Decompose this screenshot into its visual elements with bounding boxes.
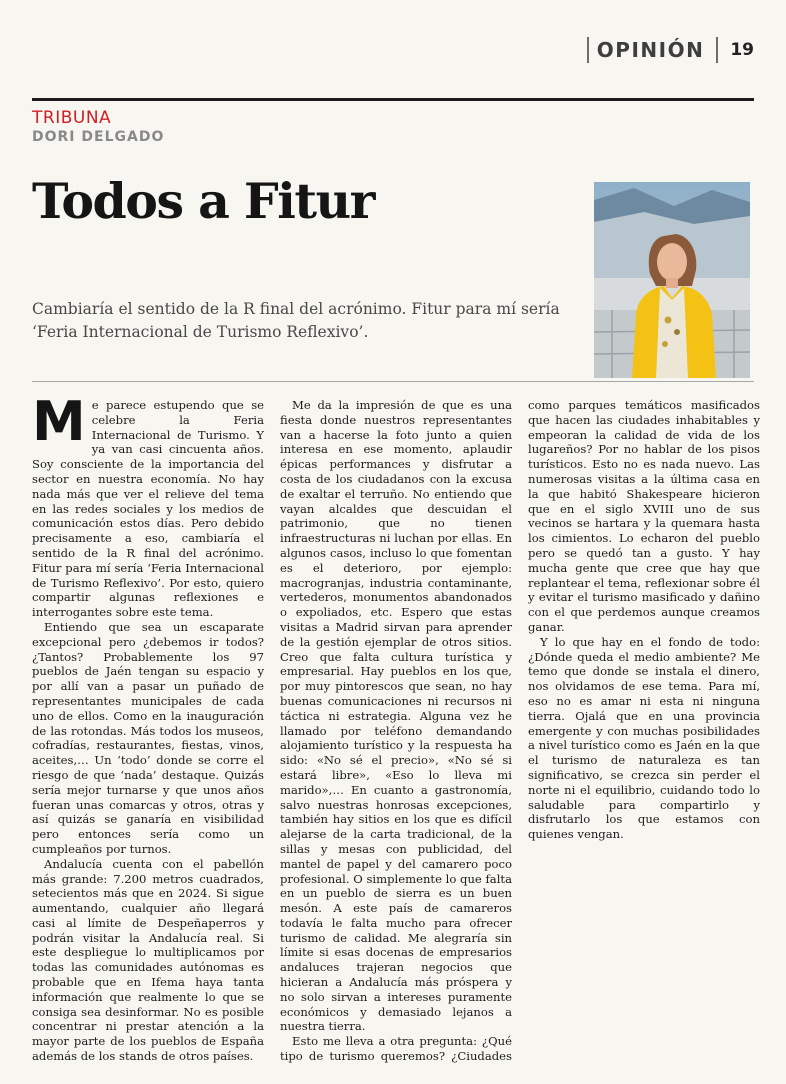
page-header xyxy=(587,34,754,66)
author-photo xyxy=(594,182,750,378)
header-bottom-rule xyxy=(32,381,754,382)
body-paragraph xyxy=(32,390,264,620)
article-body xyxy=(32,390,760,1070)
body-paragraph: Esto me lleva a otra pregunta: ¿Qué tipo de turismo queremos? ¿Ciudades como parques temáticos masificados que hacen las ciudades inhabitables y empeoran la calidad de vida de los lugareños? Por no hablar de los pisos turísticos. Esto no es nada nuevo. Las numerosas visitas a la última casa en la que habitó Shakespeare hicieron que en el siglo XVIII uno de sus vecinos se hartara y la quemara hasta los cimientos. Lo echaron del pueblo pero se quedó tan a gusto. Y hay mucha gente que cree que hay que replantear el tema, reflexionar sobre él y evitar el turismo masificado y dañino con el que perdemos aunque creamos ganar. xyxy=(280,398,760,1064)
drop-cap: M xyxy=(32,390,86,453)
top-rule xyxy=(32,98,754,101)
body-paragraph: Y lo que hay en el fondo de todo: ¿Dónde queda el medio ambiente? Me temo que donde se instala el dinero, nos olvidamos de ese tema. Para mí, eso no es amar ni esta ni ninguna tierra. Ojalá que en una provincia emergente y con muchas posibilidades a nivel turístico como es Jaén en la que el turismo de naturaleza es tan significativo, se crezca sin perder el norte ni el equilibrio, cuidando todo lo saludable para compartirlo y disfrutarlo los que estamos con quienes vengan. xyxy=(528,634,760,842)
lead-paragraph: Cambiaría el sentido de la R final del acrónimo. Fitur para mí sería ‘Feria Internacional de Turismo Reflexivo’. xyxy=(32,300,560,341)
kicker: TRIBUNA xyxy=(32,108,112,128)
section-name: OPINIÓN xyxy=(596,38,705,62)
body-paragraph: Entiendo que sea un escaparate excepcional pero ¿debemos ir todos? ¿Tantos? Probablemente los 97 pueblos de Jaén tengan su espacio y por allí van a pasar un puñado de representantes municipales de cada uno de ellos. Como en la inauguración de las rotondas. Más todos los museos, cofradías, restaurantes, fiestas, vinos, aceites,… Un ‘todo’ donde se corre el riesgo de que ‘nada’ destaque. Quizás sería mejor turnarse y que unos años fueran unas comarcas y otros, otras y así quizás se ganaría en visibilidad pero entonces sería como un cumpleaños por turnos. xyxy=(32,619,264,856)
body-paragraph-text: e parece estupendo que se celebre la Feria Internacional de Turismo. Y ya van casi cincuenta años. Soy consciente de la importancia del sector en nuestra economía. No hay nada más que ver el relieve del tema en las redes sociales y los medios de comunicación estos días. Pero debido precisamente a eso, cambiaría el sentido de la R final del acrónimo. Fitur para mí sería ‘Feria Internacional de Turismo Reflexivo’. Por esto, quiero compartir algunas reflexiones e interrogantes sobre este tema. xyxy=(32,398,264,620)
body-paragraph: Andalucía cuenta con el pabellón más grande: 7.200 metros cuadrados, setecientos más que en 2024. Si sigue aumentando, cualquier año llegará casi al límite de Despeñaperros y podrán visitar la Andalucía real. Si este despliegue lo multiplicamos por todas las comunidades autónomas es probable que en Ifema haya tanta información que realmente lo que se consiga sea desinformar. No es posible concentrar ni prestar atención a la mayor parte de los pueblos de España además de los stands de otros países. xyxy=(32,856,264,1064)
body-paragraph: Me da la impresión de que es una fiesta donde nuestros representantes van a hacerse la foto junto a quien interesa en ese momento, aplaudir épicas performances y disfrutar a costa de los ciudadanos con la excusa de exaltar el terruño. No entiendo que vayan alcaldes que descuidan el patrimonio, que no tienen infraestructuras ni luchan por ellas. En algunos casos, incluso lo que fomentan es el deterioro, por ejemplo: macrogranjas, industria contaminante, vertederos, monumentos abandonados o expoliados, etc. Espero que estas visitas a Madrid sirvan para aprender de la gestión ejemplar de otros sitios. Creo que falta cultura turística y empresarial. Hay pueblos en los que, por muy pintorescos que sean, no hay buenas comunicaciones ni recursos ni táctica ni estrategia. Alguna vez he llamado por teléfono demandando alojamiento turístico y la respuesta ha sido: «No sé el precio», «No sé si estará libre», «Eso lo lleva mi marido»,… En cuanto a gastronomía, salvo nuestras honrosas excepciones, también hay sitios en los que es difícil alejarse de la carta tradicional, de la sillas y mesas con publicidad, del mantel de papel y del camarero poco profesional. O simplemente lo que falta en un pueblo de sierra es un buen mesón. A este país de camareros todavía le falta mucho para ofrecer turismo de calidad. Me alegraría sin límite si esas docenas de empresarios andaluces trajeran negocios que hicieran a Andalucía más próspera y no solo sirvan a intereses puramente económicos y demasiado lejanos a nuestra tierra. xyxy=(280,398,512,1034)
page-number: 19 xyxy=(730,40,754,60)
headline: Todos a Fitur xyxy=(32,172,374,230)
author-byline: DORI DELGADO xyxy=(32,129,165,145)
author-photo-illustration xyxy=(594,182,750,378)
